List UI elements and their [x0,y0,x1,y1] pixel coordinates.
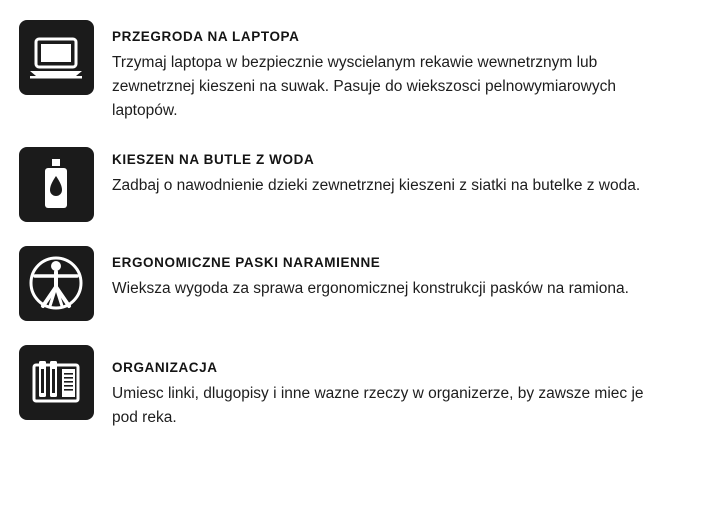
feature-title: ORGANIZACJA [112,359,218,375]
feature-row [0,18,712,123]
feature-row [0,145,712,222]
icon-cell [0,145,112,222]
feature-description: Umiesc linki, dlugopisy i inne wazne rzeczy w organizerze, by zawsze miec je pod reka. [112,384,644,426]
water-bottle-icon [19,147,94,222]
laptop-icon [19,20,94,95]
ergonomic-straps-icon [19,246,94,321]
feature-description: Trzymaj laptopa w bezpiecznie wyscielanym rekawie wewnetrznym lub zewnetrznej kieszeni na suwak. Pasuje do wiekszosci pelnowymiarowych laptopów. [112,53,616,119]
feature-row [0,343,712,430]
icon-cell [0,18,112,95]
text-cell [112,145,712,198]
icon-cell [0,343,112,420]
feature-row [0,244,712,321]
text-cell [112,343,712,430]
feature-title: ERGONOMICZNE PASKI NARAMIENNE [112,254,381,270]
text-cell [112,244,712,301]
icon-cell [0,244,112,321]
feature-title: PRZEGRODA NA LAPTOPA [112,29,300,44]
feature-description: Zadbaj o nawodnienie dzieki zewnetrznej kieszeni z siatki na butelke z woda. [112,176,641,194]
text-cell [112,18,712,123]
feature-description: Wieksza wygoda za sprawa ergonomicznej konstrukcji pasków na ramiona. [112,279,629,297]
organizer-icon [19,345,94,420]
feature-title: KIESZEN NA BUTLE Z WODA [112,151,315,167]
